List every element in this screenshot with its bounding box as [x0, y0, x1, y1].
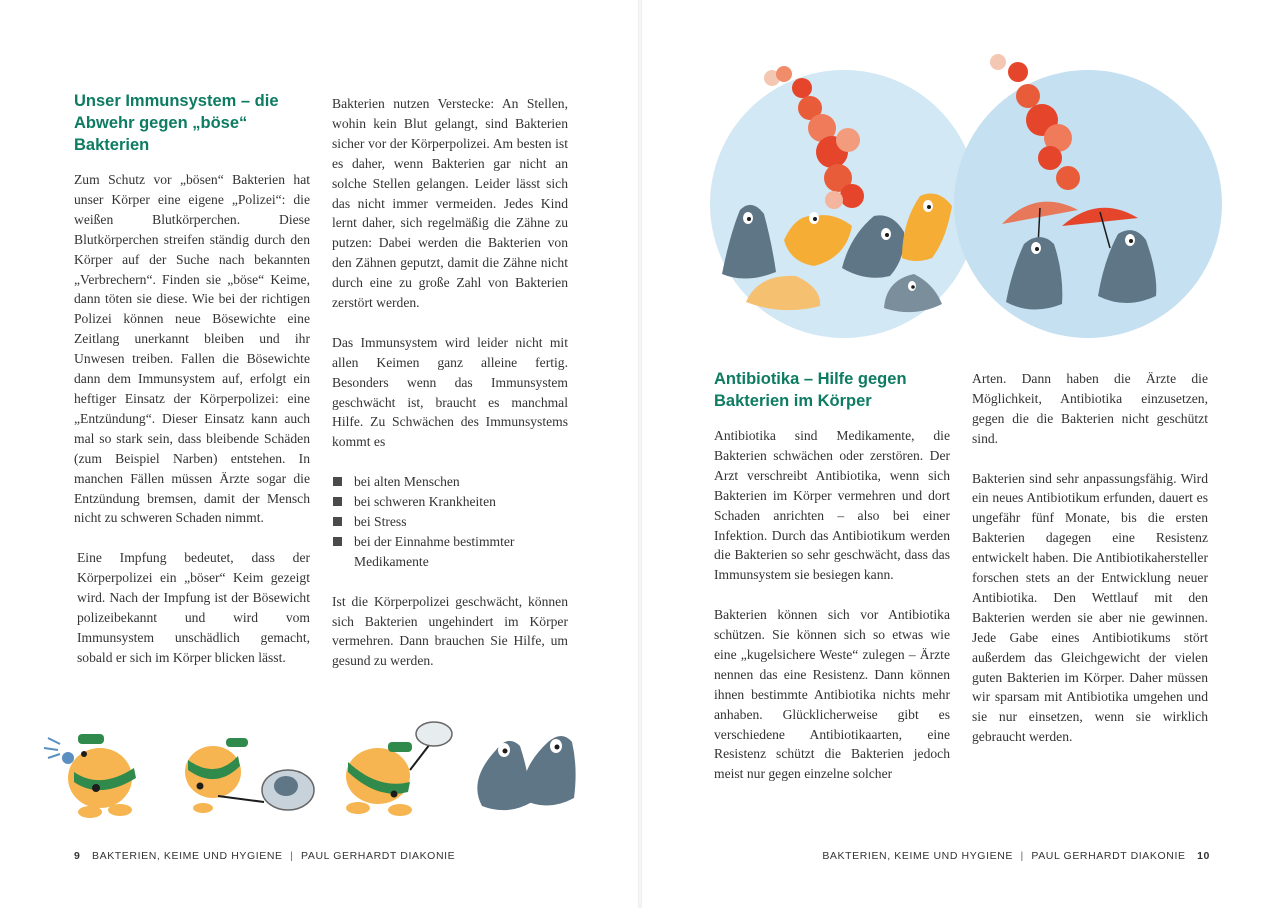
footer-left: [74, 850, 455, 862]
footer-org: PAUL GERHARDT DIAKONIE: [301, 850, 456, 862]
left-column-2: [332, 94, 568, 691]
germ-icon: [523, 736, 576, 806]
circle-background: [954, 70, 1222, 338]
left-column-1: [74, 90, 310, 688]
right-column-1: [714, 368, 950, 804]
paragraph: Zum Schutz vor „bösen“ Bakterien hat unser Körper eine eigene „Polizei“: die weißen Blutkörperchen. Diese Blutkörperchen streifen ständig durch den Körper auf der Suche nach bekannten „Verbrechern“. Finden sie „böse“ Keime, dann töten sie diese. Wie bei der richtigen Polizei können neue Bösewichte eine Zeitlang unerkannt bleiben und ihr Unwesen treiben. Fallen die Bösewichte dann dem Immunsystem auf, erfolgt ein heftiger Einsatz der Körperpolizei: eine „Entzündung“. Dieser Einsatz kann auch mal so stark sein, dass bleibende Schäden (zum Beispiel Narben) entstehen. In manchen Fällen müssen Ärzte sogar die Entzündung bremsen, damit der Mensch nicht zu schweren Schaden nimmt.: [74, 172, 310, 526]
paragraph: Ist die Körperpolizei geschwächt, können sich Bakterien ungehindert im Körper vermehren. Dann brauchen Sie Hilfe, um gesund zu werden.: [332, 593, 568, 669]
footer-title: BAKTERIEN, KEIME UND HYGIENE: [822, 850, 1013, 862]
police-germ-icon: [44, 734, 136, 818]
heading-antibiotika: Antibiotika – Hilfe gegen Bakterien im Körper: [714, 370, 907, 410]
footer-separator: |: [290, 850, 294, 862]
paragraph: Bakterien nutzen Verstecke: An Stellen, wohin kein Blut gelangt, sind Bakterien sicher vor der Körperpolizei. Am besten ist es daher, wenn Bakterien gar nicht an solche Stellen gelangen. Leider lässt sich das nicht immer vermeiden. Jedes Kind lernt daher, sich regelmäßig die Zähne zu putzen: Dabei werden die Bakterien von den Zähnen geputzt, damit die Zähne nicht durch eine zu große Zahl von Bakterien zerstört werden.: [332, 96, 568, 311]
page-number: 10: [1197, 850, 1210, 862]
left-page: [0, 0, 638, 908]
bullet-item: bei schweren Krankheiten: [332, 492, 568, 512]
police-germ-icon: [185, 738, 314, 813]
right-page: [642, 0, 1280, 908]
police-germ-icon: [346, 722, 452, 816]
police-catching-germs-illustration: [38, 720, 588, 820]
footer-separator: |: [1020, 850, 1024, 862]
page-number: 9: [74, 850, 81, 862]
paragraph: Eine Impfung bedeutet, dass der Körperpolizei ein „böser“ Keim gezeigt wird. Nach der Impfung ist der Bösewicht polizeibekannt und wird vom Immunsystem unschädlich gemacht, sobald er sich im Körper blicken lässt.: [77, 550, 310, 665]
right-column-2: [972, 369, 1208, 767]
footer-right: [822, 850, 1210, 862]
paragraph: Antibiotika sind Medikamente, die Bakterien schwächen oder zerstören. Der Arzt verschreibt Antibiotika, wenn sich Bakterien im Körper vermehren und dort Schaden anrichten – also bei einer Infektion. Durch das Antibiotikum werden die Bakterien so sehr geschwächt, dass das Immunsystem sie besiegen kann.: [714, 428, 950, 583]
bullet-item: bei alten Menschen: [332, 472, 568, 492]
bullet-item: bei Stress: [332, 512, 568, 532]
paragraph: Bakterien sind sehr anpassungsfähig. Wird ein neues Antibiotikum erfunden, dauert es ungefähr fünf Monate, bis die ersten Bakterien dagegen eine Resistenz entwickelt haben. Die Antibiotikahersteller forschen stets an der Entwicklung neuer Antibiotika. Den Wettlauf mit den Bakterien werden sie aber nie gewinnen. Jede Gabe eines Antibiotikums stört außerdem das Gleichgewicht der vielen guten Bakterien im Körper. Daher müssen wir sparsam mit Antibiotika umgehen und sie nur einsetzen, wenn sie wirklich gebraucht werden.: [972, 470, 1208, 745]
paragraph: Arten. Dann haben die Ärzte die Möglichkeit, Antibiotika einzusetzen, gegen die die Bakterien nicht geschützt sind.: [972, 371, 1208, 446]
heading-immunsystem: Unser Immunsystem – die Abwehr gegen „böse“ Bakterien: [74, 92, 279, 154]
footer-org: PAUL GERHARDT DIAKONIE: [1031, 850, 1186, 862]
paragraph: Bakterien können sich vor Antibiotika schützen. Sie können sich so etwas wie eine „kugelsichere Weste“ zulegen – Ärzte nennen das eine Resistenz. Dann können ihnen bestimmte Antibiotika nichts mehr anhaben. Glücklicherweise gibt es verschiedene Antibiotikaarten, eine Resistenz schützt die Bakterien jedoch meist nur gegen einzelne solcher: [714, 607, 950, 782]
footer-title: BAKTERIEN, KEIME UND HYGIENE: [91, 850, 283, 862]
bullet-item: bei der Einnahme bestimmter Medikamente: [332, 532, 568, 572]
paragraph: Das Immunsystem wird leider nicht mit allen Keimen ganz alleine fertig. Besonders wenn das Immunsystem geschwächt ist, braucht es manchmal Hilfe. Zu Schwächen des Immunsystems kommt es: [332, 334, 568, 450]
antibiotic-rain-illustration: [706, 48, 1226, 344]
germ-icon: [477, 741, 532, 810]
bullet-list: [332, 472, 568, 572]
